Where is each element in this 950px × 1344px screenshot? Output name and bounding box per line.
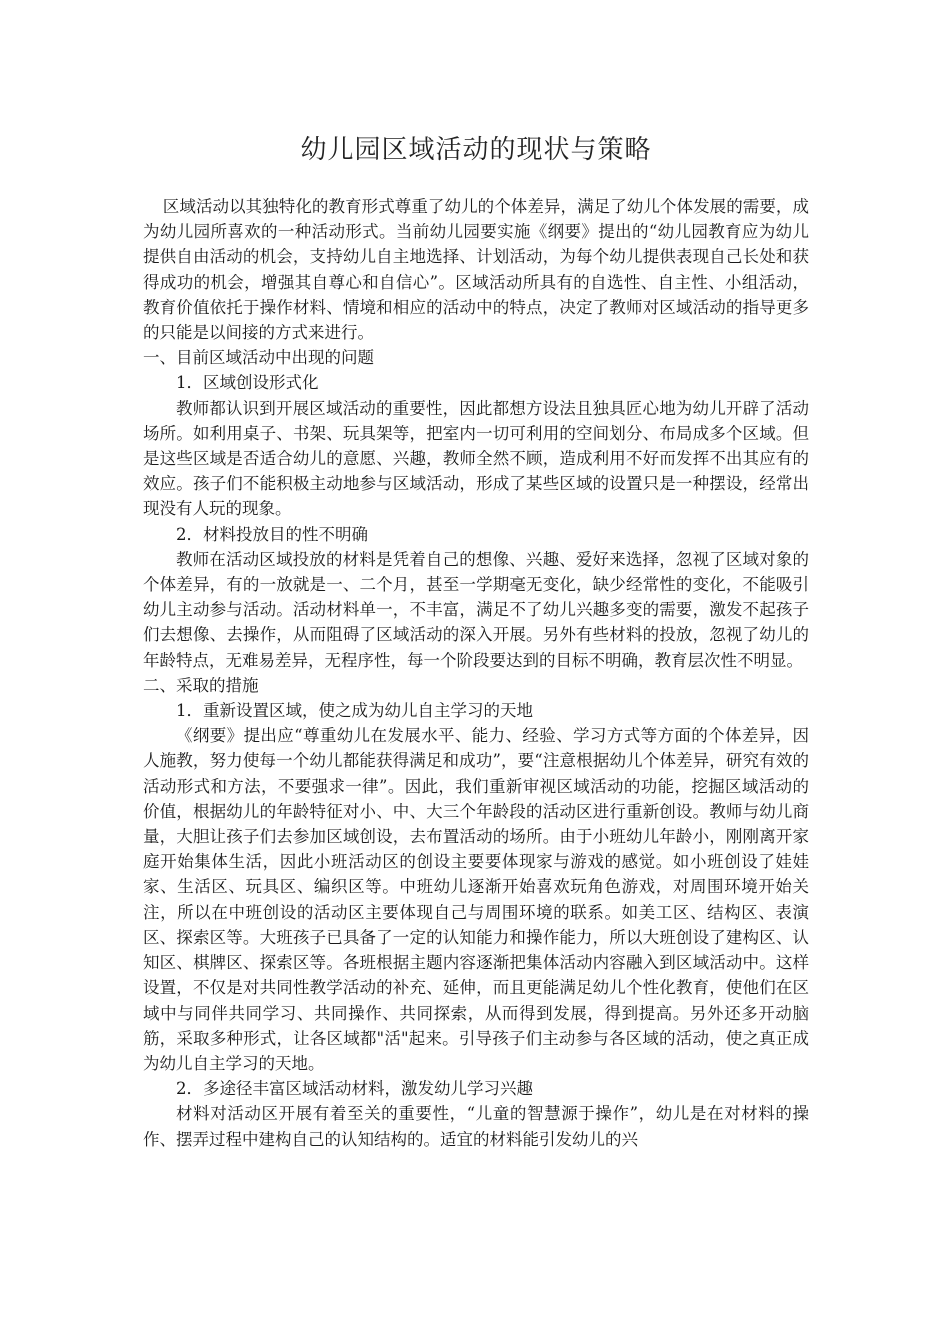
intro-paragraph: 区域活动以其独特化的教育形式尊重了幼儿的个体差异，满足了幼儿个体发展的需要，成为幼儿园所喜欢的一种活动形式。当前幼儿园要实施《纲要》提出的“幼儿园教育应为幼儿提供自由活动的机会，支持幼儿自主地选择、计划活动，为每个幼儿提供表现自己长处和获得成功的机会，增强其自尊心和自信心”。区域活动所具有的自选性、自主性、小组活动，教育价值依托于操作材料、情境和相应的活动中的特点，决定了教师对区域活动的指导更多的只能是以间接的方式来进行。: [143, 197, 809, 343]
section-1-sub-2-heading: 2．材料投放目的性不明确: [176, 524, 368, 544]
section-1-sub-1-heading: 1．区域创设形式化: [176, 373, 319, 393]
section-1-sub-1-paragraph: 教师都认识到开展区域活动的重要性，因此都想方设法且独具匠心地为幼儿开辟了活动场所。如利用桌子、书架、玩具架等，把室内一切可利用的空间划分、布局成多个区域。但是这些区域是否适合幼儿的意愿、兴趣，教师全然不顾，造成利用不好而发挥不出其应有的效应。孩子们不能积极主动地参与区域活动，形成了某些区域的设置只是一种摆设，经常出现没有人玩的现象。: [143, 398, 809, 519]
section-2-sub-1-heading: 1．重新设置区域，使之成为幼儿自主学习的天地: [176, 701, 533, 721]
section-1-heading: 一、目前区域活动中出现的问题: [143, 348, 374, 368]
section-2-sub-2-paragraph: 材料对活动区开展有着至关的重要性，“儿童的智慧源于操作”，幼儿是在对材料的操作、摆弄过程中建构自己的认知结构的。适宜的材料能引发幼儿的兴: [143, 1104, 809, 1149]
section-2-sub-1-paragraph: 《纲要》提出应“尊重幼儿在发展水平、能力、经验、学习方式等方面的个体差异，因人施教，努力使每一个幼儿都能获得满足和成功”，要“注意根据幼儿个体差异，研究有效的活动形式和方法，不要强求一律”。因此，我们重新审视区域活动的功能，挖掘区域活动的价值，根据幼儿的年龄特征对小、中、大三个年龄段的活动区进行重新创设。教师与幼儿商量，大胆让孩子们去参加区域创设，去布置活动的场所。由于小班幼儿年龄小，刚刚离开家庭开始集体生活，因此小班活动区的创设主要要体现家与游戏的感觉。如小班创设了娃娃家、生活区、玩具区、编织区等。中班幼儿逐渐开始喜欢玩角色游戏，对周围环境开始关注，所以在中班创设的活动区主要体现自己与周围环境的联系。如美工区、结构区、表演区、探索区等。大班孩子已具备了一定的认知能力和操作能力，所以大班创设了建构区、认知区、棋牌区、探索区等。各班根据主题内容逐渐把集体活动内容融入到区域活动中。这样设置，不仅是对共同性教学活动的补充、延伸，而且更能满足幼儿个性化教育，使他们在区域中与同伴共同学习、共同操作、共同探索，从而得到发展，得到提高。另外还多开动脑筋，采取多种形式，让各区域都"活"起来。引导孩子们主动参与各区域的活动，使之真正成为幼儿自主学习的天地。: [143, 726, 809, 1073]
section-1-sub-2-paragraph: 教师在活动区域投放的材料是凭着自己的想像、兴趣、爱好来选择，忽视了区域对象的个体差异，有的一放就是一、二个月，甚至一学期毫无变化，缺少经常性的变化，不能吸引幼儿主动参与活动。活动材料单一，不丰富，满足不了幼儿兴趣多变的需要，激发不起孩子们去想像、去操作，从而阻碍了区域活动的深入开展。另外有些材料的投放，忽视了幼儿的年龄特点，无难易差异，无程序性，每一个阶段要达到的目标不明确，教育层次性不明显。: [143, 549, 809, 670]
document-page: [143, 128, 809, 1152]
section-2-heading: 二、采取的措施: [143, 675, 259, 695]
document-body: [143, 194, 809, 1152]
document-title: 幼儿园区域活动的现状与策略: [300, 135, 652, 165]
section-2-sub-2-heading: 2．多途径丰富区域活动材料，激发幼儿学习兴趣: [176, 1079, 533, 1099]
